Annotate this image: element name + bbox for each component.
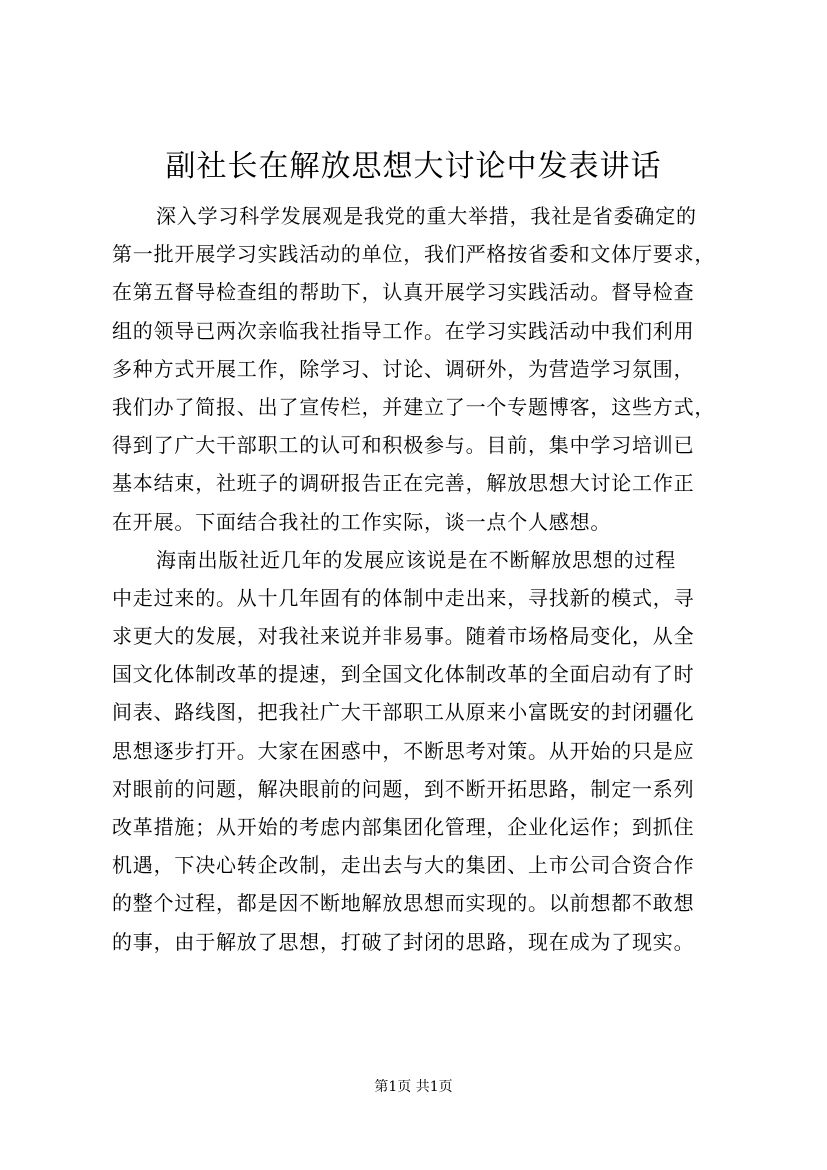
body-line: 在第五督导检查组的帮助下，认真开展学习实践活动。督导检查 xyxy=(112,280,695,305)
body-line: 在开展。下面结合我社的工作实际，谈一点个人感想。 xyxy=(112,509,612,534)
body-line: 国文化体制改革的提速，到全国文化体制改革的全面启动有了时 xyxy=(112,662,695,687)
body-line: 求更大的发展，对我社来说并非易事。随着市场格局变化，从全 xyxy=(112,624,695,649)
body-line: 海南出版社近几年的发展应该说是在不断解放思想的过程 xyxy=(156,547,676,572)
document-title: 副社长在解放思想大讨论中发表讲话 xyxy=(165,149,662,184)
document-body xyxy=(112,197,732,961)
body-line: 的整个过程，都是因不断地解放思想而实现的。以前想都不敢想 xyxy=(112,891,695,916)
body-line: 的事，由于解放了思想，打破了封闭的思路，现在成为了现实。 xyxy=(112,929,695,954)
body-line: 我们办了简报、出了宣传栏，并建立了一个专题博客，这些方式， xyxy=(112,394,716,419)
body-line: 第一批开展学习实践活动的单位，我们严格按省委和文体厅要求， xyxy=(112,242,716,267)
body-line: 间表、路线图，把我社广大干部职工从原来小富既安的封闭疆化 xyxy=(112,700,695,725)
body-line: 多种方式开展工作，除学习、讨论、调研外，为营造学习氛围， xyxy=(112,356,695,381)
body-line: 得到了广大干部职工的认可和积极参与。目前，集中学习培训已 xyxy=(112,433,695,458)
body-line: 基本结束，社班子的调研报告正在完善，解放思想大讨论工作正 xyxy=(112,471,695,496)
body-line: 思想逐步打开。大家在困惑中，不断思考对策。从开始的只是应 xyxy=(112,738,695,763)
body-line: 组的领导已两次亲临我社指导工作。在学习实践活动中我们利用 xyxy=(112,318,695,343)
body-line: 对眼前的问题，解决眼前的问题，到不断开拓思路，制定一系列 xyxy=(112,776,695,801)
page-footer: 第1页 共1页 xyxy=(374,1079,453,1095)
body-line: 改革措施；从开始的考虑内部集团化管理，企业化运作；到抓住 xyxy=(112,815,695,839)
body-line: 机遇，下决心转企改制，走出去与大的集团、上市公司合资合作 xyxy=(112,853,695,878)
body-line: 深入学习科学发展观是我党的重大举措，我社是省委确定的 xyxy=(156,204,697,228)
body-line: 中走过来的。从十几年固有的体制中走出来，寻找新的模式，寻 xyxy=(112,585,695,610)
